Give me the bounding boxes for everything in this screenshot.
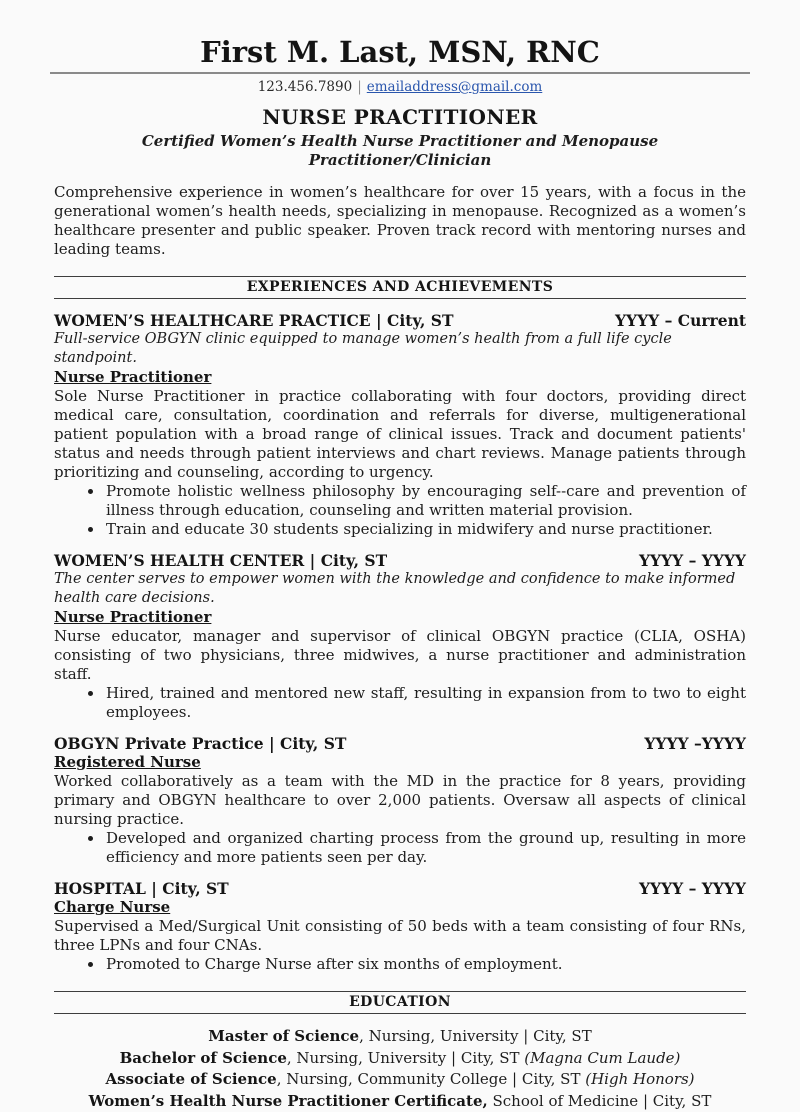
contact-line — [54, 79, 746, 96]
candidate-name: First M. Last, MSN, RNC — [54, 34, 746, 70]
job-title: Nurse Practitioner — [54, 368, 746, 387]
job-title: Nurse Practitioner — [54, 608, 746, 627]
job-header — [54, 879, 746, 898]
employer-tagline: The center serves to empower women with the knowledge and confidence to make informed health care decisions. — [54, 570, 746, 608]
job-title: Registered Nurse — [54, 753, 746, 772]
job-bullet-list — [54, 684, 746, 722]
header-divider — [50, 72, 750, 74]
education-list — [54, 1026, 746, 1112]
degree-name: Master of Science — [208, 1027, 359, 1045]
job-bullet-list — [54, 829, 746, 867]
experience-entry — [54, 734, 746, 867]
job-bullet: • Promote holistic wellness philosophy by encouraging self--care and prevention of illness through education, counseling and written material provision. — [104, 482, 746, 520]
job-bullet-list — [54, 955, 746, 974]
job-bullet-list — [54, 482, 746, 539]
job-description: Sole Nurse Practitioner in practice collaborating with four doctors, providing direct medical care, consultation, coordination and referrals for diverse, multigenerational patient population with a broad range of clinical issues. Track and document patients' status and needs through patient interviews and chart reviews. Manage patients through prioritizing and counseling, according to urgency. — [54, 387, 746, 482]
experience-entry — [54, 551, 746, 722]
education-entry — [54, 1091, 746, 1112]
certification-subtitle: Certified Women’s Health Nurse Practitioner and Menopause Practitioner/Clinician — [54, 132, 746, 170]
degree-name: Bachelor of Science — [120, 1049, 287, 1067]
degree-name: Associate of Science — [105, 1070, 276, 1088]
job-bullet: • Developed and organized charting process from the ground up, resulting in more efficiency and more patients seen per day. — [104, 829, 746, 867]
employer-name: WOMEN’S HEALTH CENTER | City, ST — [54, 551, 387, 570]
education-entry — [54, 1026, 746, 1048]
job-bullet: • Promoted to Charge Nurse after six months of employment. — [104, 955, 746, 974]
job-bullet: • Train and educate 30 students specializing in midwifery and nurse practitioner. — [104, 520, 746, 539]
degree-honors: (Magna Cum Laude) — [524, 1049, 680, 1067]
employer-name: HOSPITAL | City, ST — [54, 879, 229, 898]
employer-tagline: Full-service OBGYN clinic equipped to manage women’s health from a full life cycle standpoint. — [54, 330, 746, 368]
job-description: Nurse educator, manager and supervisor of clinical OBGYN practice (CLIA, OSHA) consisting of two physicians, three midwives, a nurse practitioner and administration staff. — [54, 627, 746, 684]
degree-details: , Nursing, Community College | City, ST — [277, 1070, 586, 1088]
email-link[interactable]: emailaddress@gmail.com — [367, 79, 543, 95]
employer-name: OBGYN Private Practice | City, ST — [54, 734, 346, 753]
education-entry — [54, 1069, 746, 1091]
degree-details: , Nursing, University | City, ST — [287, 1049, 524, 1067]
employment-dates: YYYY –YYYY — [644, 734, 746, 753]
job-bullet: • Hired, trained and mentored new staff, resulting in expansion from to two to eight employees. — [104, 684, 746, 722]
employment-dates: YYYY – YYYY — [639, 879, 746, 898]
degree-honors: (High Honors) — [585, 1070, 694, 1088]
employer-name: WOMEN’S HEALTHCARE PRACTICE | City, ST — [54, 311, 453, 330]
experience-entry — [54, 879, 746, 974]
job-description: Supervised a Med/Surgical Unit consisting of 50 beds with a team consisting of four RNs, three LPNs and four CNAs. — [54, 917, 746, 955]
experience-entry — [54, 311, 746, 539]
contact-separator: | — [357, 79, 362, 95]
degree-name: Women’s Health Nurse Practitioner Certificate, — [89, 1092, 488, 1110]
degree-details: , Nursing, University | City, ST — [359, 1027, 592, 1045]
employment-dates: YYYY – YYYY — [639, 551, 746, 570]
section-header-experience — [54, 276, 746, 299]
job-header — [54, 734, 746, 753]
job-header — [54, 311, 746, 330]
section-title-experience: EXPERIENCES AND ACHIEVEMENTS — [247, 279, 554, 295]
section-title-education: EDUCATION — [349, 994, 451, 1010]
job-description: Worked collaboratively as a team with the MD in the practice for 8 years, providing primary and OBGYN healthcare to over 2,000 patients. Oversaw all aspects of clinical nursing practice. — [54, 772, 746, 829]
education-entry — [54, 1048, 746, 1070]
degree-details: School of Medicine | City, ST — [488, 1092, 712, 1110]
employment-dates: YYYY – Current — [615, 311, 746, 330]
professional-title: NURSE PRACTITIONER — [54, 105, 746, 129]
job-header — [54, 551, 746, 570]
job-title: Charge Nurse — [54, 898, 746, 917]
section-header-education — [54, 991, 746, 1014]
phone-number: 123.456.7890 — [258, 79, 352, 95]
summary-paragraph: Comprehensive experience in women’s healthcare for over 15 years, with a focus in the generational women’s health needs, specializing in menopause. Recognized as a women’s healthcare presenter and public speaker. Proven track record with mentoring nurses and leading teams. — [54, 183, 746, 259]
